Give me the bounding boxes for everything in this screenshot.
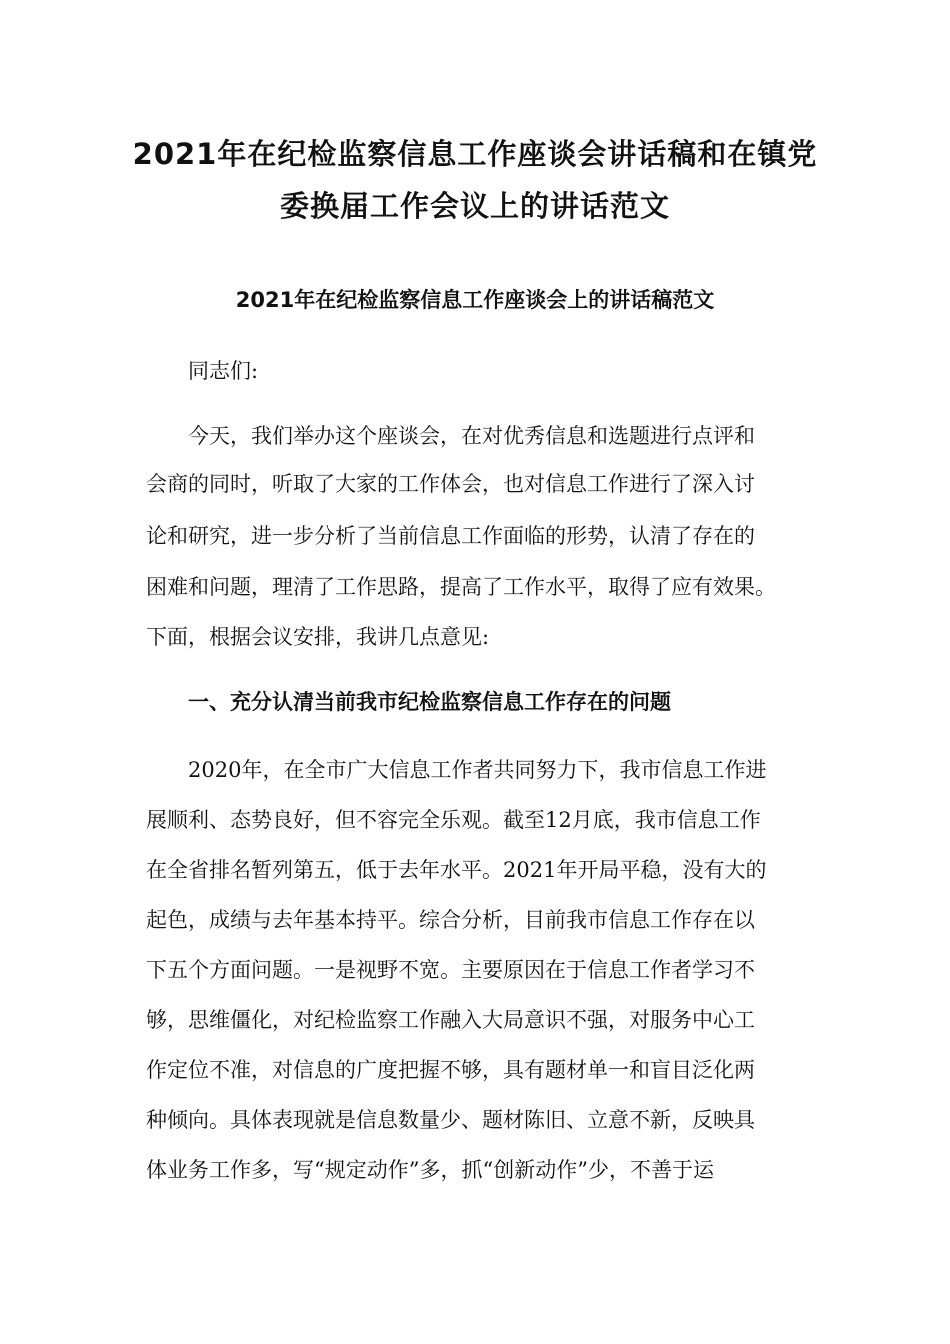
paragraph-1-line: 今天，我们举办这个座谈会，在对优秀信息和选题进行点评和 — [188, 424, 755, 448]
section-1-heading: 一、充分认清当前我市纪检监察信息工作存在的问题 — [188, 690, 671, 714]
document-title-line-2: 委换届工作会议上的讲话范文 — [279, 189, 670, 223]
paragraph-1-line: 困难和问题，理清了工作思路，提高了工作水平，取得了应有效果。 — [146, 575, 776, 599]
paragraph-2-line: 够，思维僵化，对纪检监察工作融入大局意识不强，对服务中心工 — [146, 1008, 755, 1032]
paragraph-2-line: 种倾向。具体表现就是信息数量少、题材陈旧、立意不新，反映具 — [146, 1108, 755, 1132]
paragraph-1-line: 会商的同时，听取了大家的工作体会，也对信息工作进行了深入讨 — [146, 472, 755, 496]
salutation: 同志们: — [188, 359, 259, 383]
document-title-line-1: 2021年在纪检监察信息工作座谈会讲话稿和在镇党 — [132, 137, 818, 171]
paragraph-2-line: 作定位不准，对信息的广度把握不够，具有题材单一和盲目泛化两 — [146, 1058, 755, 1082]
paragraph-1-line: 下面，根据会议安排，我讲几点意见: — [146, 625, 490, 649]
paragraph-2-line: 展顺利、态势良好，但不容完全乐观。截至12月底，我市信息工作 — [146, 808, 761, 832]
speech-subtitle: 2021年在纪检监察信息工作座谈会上的讲话稿范文 — [235, 288, 715, 312]
paragraph-2-line: 在全省排名暂列第五，低于去年水平。2021年开局平稳，没有大的 — [146, 858, 767, 882]
paragraph-2-line: 下五个方面问题。一是视野不宽。主要原因在于信息工作者学习不 — [146, 958, 755, 982]
paragraph-1-line: 论和研究，进一步分析了当前信息工作面临的形势，认清了存在的 — [146, 524, 755, 548]
paragraph-2-line: 2020年，在全市广大信息工作者共同努力下，我市信息工作进 — [188, 758, 767, 782]
paragraph-2-line: 起色，成绩与去年基本持平。综合分析，目前我市信息工作存在以 — [146, 908, 755, 932]
paragraph-2-line: 体业务工作多，写“规定动作”多，抓“创新动作”少，不善于运 — [146, 1158, 714, 1182]
